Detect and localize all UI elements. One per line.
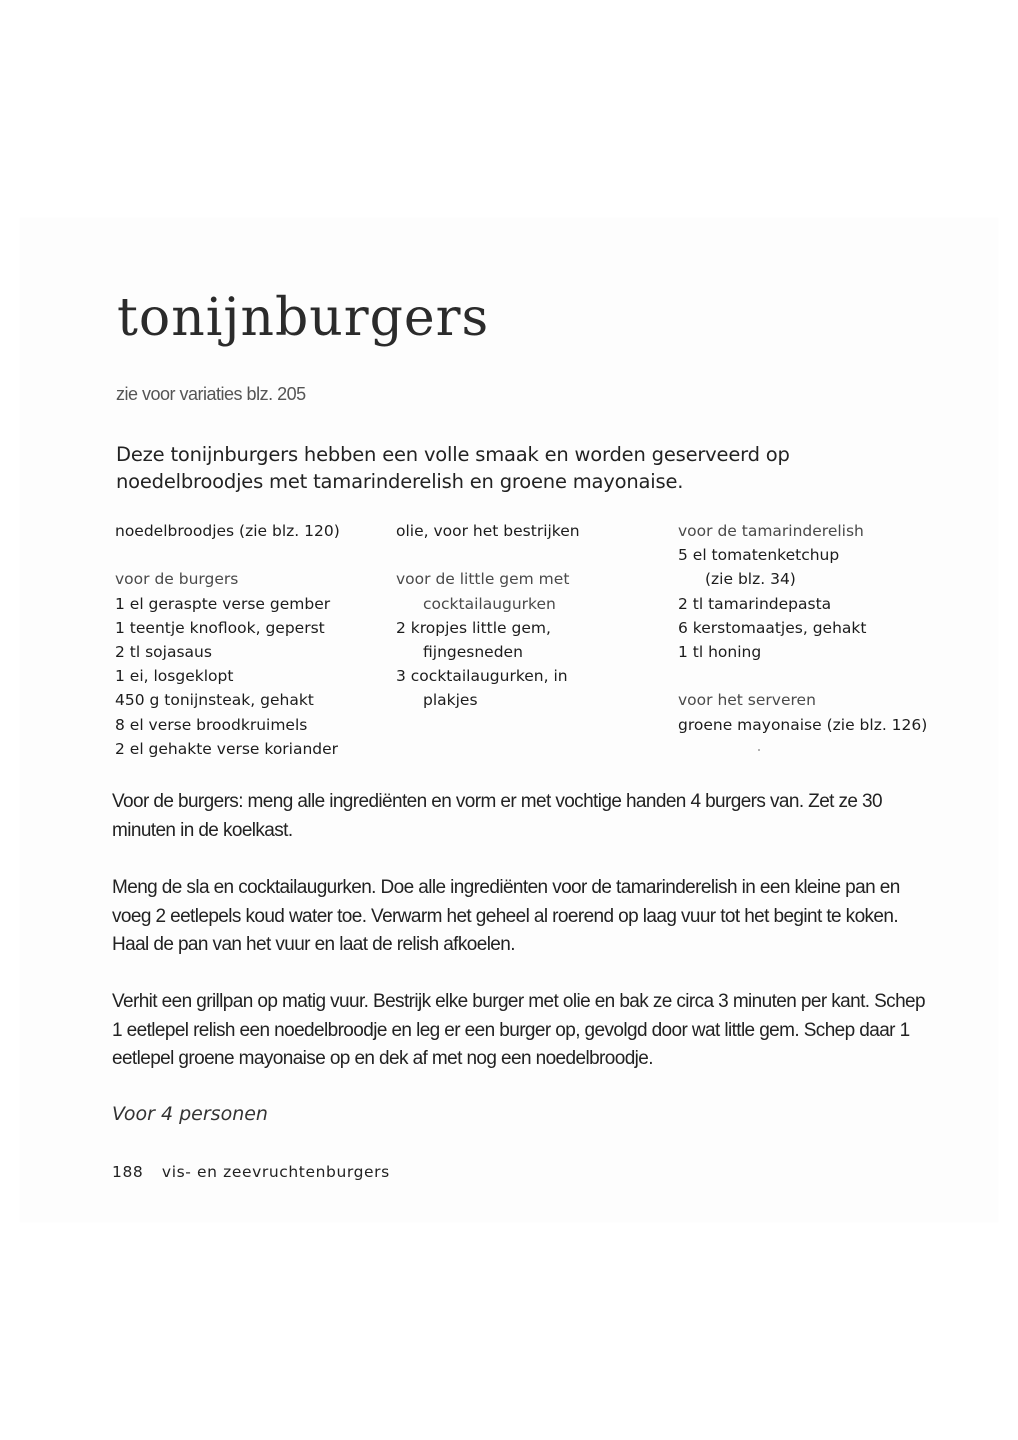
ingredients-column-2 <box>396 519 636 713</box>
ingredients-column-3 <box>678 519 958 737</box>
recipe-intro: Deze tonijnburgers hebben een volle smaak en worden geserveerd op noedelbroodjes met tamarinderelish en groene mayonaise. <box>116 443 790 493</box>
ingredient-group-heading: voor de burgers <box>115 570 239 589</box>
scan-speck <box>758 749 760 751</box>
ingredient-item-continued: fijngesneden <box>423 643 523 661</box>
recipe-title: tonijnburgers <box>117 288 490 348</box>
ingredient-item: 3 cocktailaugurken, in <box>396 667 568 686</box>
ingredient-item: 2 tl sojasaus <box>115 643 212 661</box>
ingredient-item: 1 el geraspte verse gember <box>115 594 331 613</box>
ingredient-group-heading: voor de little gem met <box>396 570 570 589</box>
method-step-2: Meng de sla en cocktailaugurken. Doe alle ingrediënten voor de tamarinderelish in een kleine pan en voeg 2 eetlepels koud water toe. Verwarm het geheel al roerend op laag vuur tot het begint te koken. Haal de pan van het vuur en laat de relish afkoelen. <box>112 877 900 955</box>
ingredient-item: groene mayonaise (zie blz. 126) <box>678 715 928 734</box>
ingredient-item: 2 el gehakte verse koriander <box>115 739 339 758</box>
ingredient-item: 450 g tonijnsteak, gehakt <box>115 691 314 710</box>
ingredients-column-1 <box>115 519 385 761</box>
ingredient-item-continued: plakjes <box>423 691 478 710</box>
ingredient-item: noedelbroodjes (zie blz. 120) <box>115 522 340 540</box>
ingredient-group-heading: voor het serveren <box>678 691 816 710</box>
method-step-1: Voor de burgers: meng alle ingrediënten en vorm er met vochtige handen 4 burgers van. Zet ze 30 minuten in de koelkast. <box>112 791 882 841</box>
variations-reference: zie voor variaties blz. 205 <box>116 384 306 404</box>
ingredient-item: 1 teentje knoflook, geperst <box>115 618 325 637</box>
page-number: 188 <box>112 1163 144 1181</box>
ingredient-item: 2 kropjes little gem, <box>396 618 551 637</box>
ingredient-item: 1 ei, losgeklopt <box>115 667 234 686</box>
ingredient-item: 5 el tomatenketchup <box>678 546 840 565</box>
ingredient-group-heading: voor de tamarinderelish <box>678 522 864 540</box>
ingredient-item-continued: (zie blz. 34) <box>705 570 796 589</box>
ingredient-group-heading-continued: cocktailaugurken <box>423 594 556 613</box>
section-title: vis- en zeevruchtenburgers <box>161 1163 390 1181</box>
ingredient-item: 1 tl honing <box>678 643 762 662</box>
ingredient-item: 2 tl tamarindepasta <box>678 594 832 613</box>
ingredient-item: 8 el verse broodkruimels <box>115 715 308 734</box>
method-step-3: Verhit een grillpan op matig vuur. Bestrijk elke burger met olie en bak ze circa 3 minuten per kant. Schep 1 eetlepel relish een noedelbroodje en leg er een burger op, gevolgd door wat little gem. Schep daar 1 eetlepel groene mayonaise op en dek af met nog een noedelbroodje. <box>112 991 925 1069</box>
ingredient-item: 6 kerstomaatjes, gehakt <box>678 618 867 637</box>
servings: Voor 4 personen <box>112 1103 268 1125</box>
page-footer <box>112 1163 390 1181</box>
ingredient-item: olie, voor het bestrijken <box>396 522 580 540</box>
